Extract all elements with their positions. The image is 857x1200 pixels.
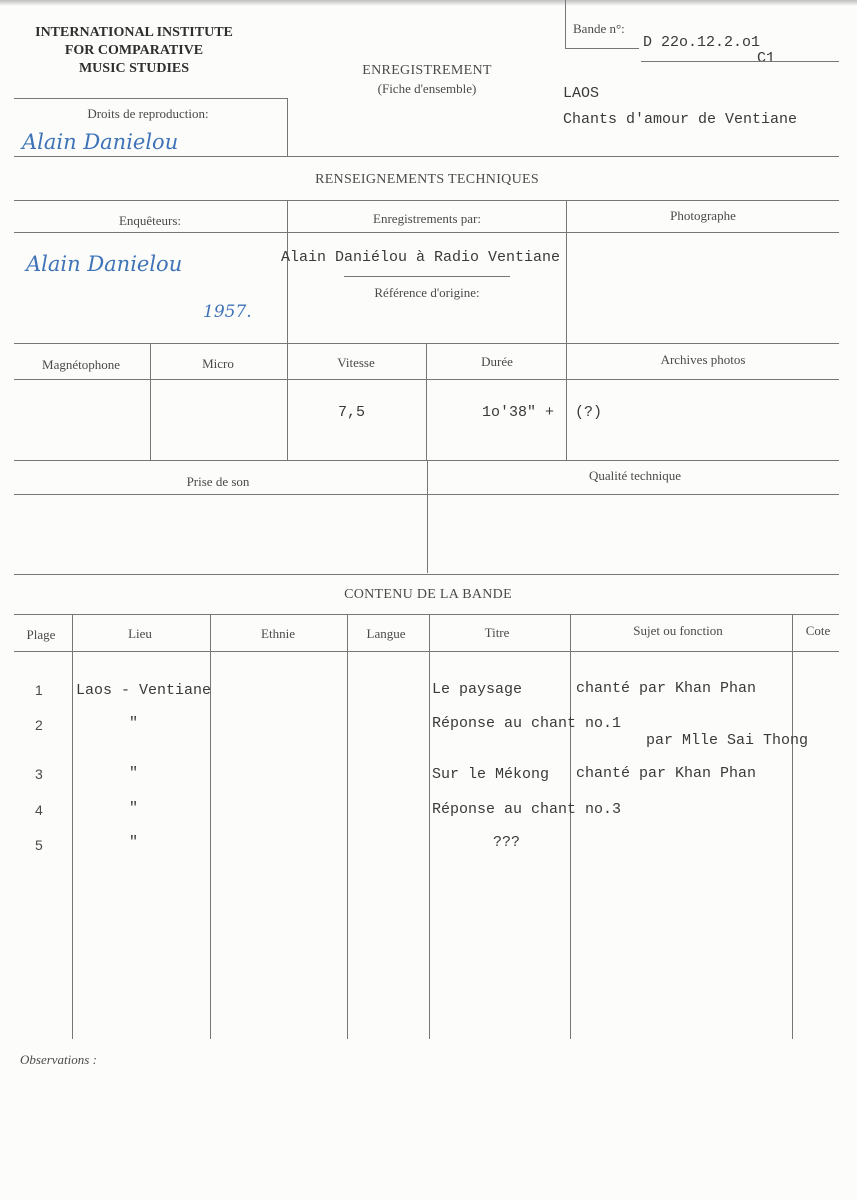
row-1-titre: Le paysage <box>432 681 523 698</box>
enqueteurs-handwritten-value: Alain Danielou <box>26 252 183 276</box>
photographe-label: Photographe <box>670 208 736 223</box>
reference-rule <box>344 276 510 277</box>
column-header-plage: Plage <box>26 627 56 642</box>
technical-column-divider <box>287 200 288 343</box>
equipment-column-divider <box>287 343 288 460</box>
bande-box-border <box>565 0 566 48</box>
contents-section-title: CONTENU DE LA BANDE <box>344 587 512 602</box>
column-header-titre: Titre <box>484 625 510 640</box>
duree-label: Durée <box>481 354 513 369</box>
technical-top-rule <box>14 200 839 201</box>
row-5-titre: ??? <box>493 834 521 851</box>
row-3-sujet: chanté par Khan Phan <box>576 765 757 782</box>
institute-name-line-2: FOR COMPARATIVE <box>64 43 204 58</box>
row-4-titre: Réponse au chant no.3 <box>432 801 622 818</box>
paper-fold-shadow <box>0 0 857 6</box>
column-header-ethnie: Ethnie <box>261 626 295 641</box>
equipment-header-rule <box>14 379 839 380</box>
header-bottom-rule <box>14 156 839 157</box>
technical-column-divider <box>566 200 567 343</box>
column-header-sujet: Sujet ou fonction <box>633 623 723 638</box>
observations-label: Observations : <box>20 1052 97 1067</box>
row-1-sujet: chanté par Khan Phan <box>576 680 757 697</box>
contents-column-divider <box>72 614 73 1039</box>
droits-box-border <box>14 98 287 99</box>
column-header-langue: Langue <box>366 626 406 641</box>
form-title: ENREGISTREMENT <box>362 63 492 78</box>
bande-number: D 22o.12.2.o1 <box>643 34 761 51</box>
form-subtitle: (Fiche d'ensemble) <box>377 81 477 96</box>
technical-section-title: RENSEIGNEMENTS TECHNIQUES <box>315 172 539 187</box>
bande-suffix: C1 <box>757 50 776 67</box>
archives-photos-label: Archives photos <box>660 352 746 367</box>
album-title-value: Chants d'amour de Ventiane <box>563 111 798 128</box>
sound-bottom-rule <box>14 574 839 575</box>
row-1-lieu: Laos - Ventiane <box>76 682 212 699</box>
technical-header-rule <box>14 232 839 233</box>
row-1-plage: 1 <box>35 682 43 698</box>
contents-column-divider <box>570 614 571 1039</box>
prise-de-son-label: Prise de son <box>186 474 250 489</box>
equipment-column-divider <box>426 343 427 460</box>
contents-column-divider <box>347 614 348 1039</box>
institute-name-line-3: MUSIC STUDIES <box>78 61 190 76</box>
archives-photos-value: (?) <box>575 404 603 421</box>
row-5-plage: 5 <box>35 837 43 853</box>
equipment-column-divider <box>566 343 567 460</box>
row-3-lieu: " <box>129 765 139 782</box>
row-3-titre: Sur le Mékong <box>432 766 550 783</box>
row-2-plage: 2 <box>35 717 43 733</box>
country-value: LAOS <box>563 85 600 102</box>
enqueteurs-label: Enquêteurs: <box>118 213 182 228</box>
row-2-titre: Réponse au chant no.1 <box>432 715 622 732</box>
enregistrements-label: Enregistrements par: <box>373 211 481 226</box>
column-header-cote: Cote <box>805 623 831 638</box>
reference-label: Référence d'origine: <box>374 285 480 300</box>
row-2-lieu: " <box>129 715 139 732</box>
column-header-lieu: Lieu <box>128 626 152 641</box>
enqueteurs-handwritten-year: 1957. <box>203 302 252 322</box>
contents-top-rule <box>14 614 839 615</box>
enregistrements-value: Alain Daniélou à Radio Ventiane <box>281 249 561 266</box>
bande-label: Bande n°: <box>573 21 625 36</box>
magnetophone-label: Magnétophone <box>42 357 120 372</box>
row-4-lieu: " <box>129 800 139 817</box>
bande-box-border <box>565 48 639 49</box>
bande-underline <box>641 61 839 62</box>
droits-box-border <box>287 98 288 156</box>
sound-column-divider <box>427 460 428 573</box>
duree-value: 1o'38" + <box>482 404 555 421</box>
contents-header-rule <box>14 651 839 652</box>
contents-column-divider <box>210 614 211 1039</box>
vitesse-label: Vitesse <box>337 355 375 370</box>
vitesse-value: 7,5 <box>338 404 366 421</box>
droits-handwritten-value: Alain Danielou <box>22 130 179 154</box>
qualite-technique-label: Qualité technique <box>588 468 682 483</box>
row-2-sujet-line-2: par Mlle Sai Thong <box>646 732 809 749</box>
contents-column-divider <box>792 614 793 1039</box>
row-4-plage: 4 <box>35 802 43 818</box>
equipment-column-divider <box>150 343 151 460</box>
sound-header-rule <box>14 494 839 495</box>
institute-name-line-1: INTERNATIONAL INSTITUTE <box>35 25 233 40</box>
micro-label: Micro <box>202 356 234 371</box>
row-5-lieu: " <box>129 834 139 851</box>
contents-column-divider <box>429 614 430 1039</box>
droits-label: Droits de reproduction: <box>87 106 209 121</box>
row-3-plage: 3 <box>35 766 43 782</box>
